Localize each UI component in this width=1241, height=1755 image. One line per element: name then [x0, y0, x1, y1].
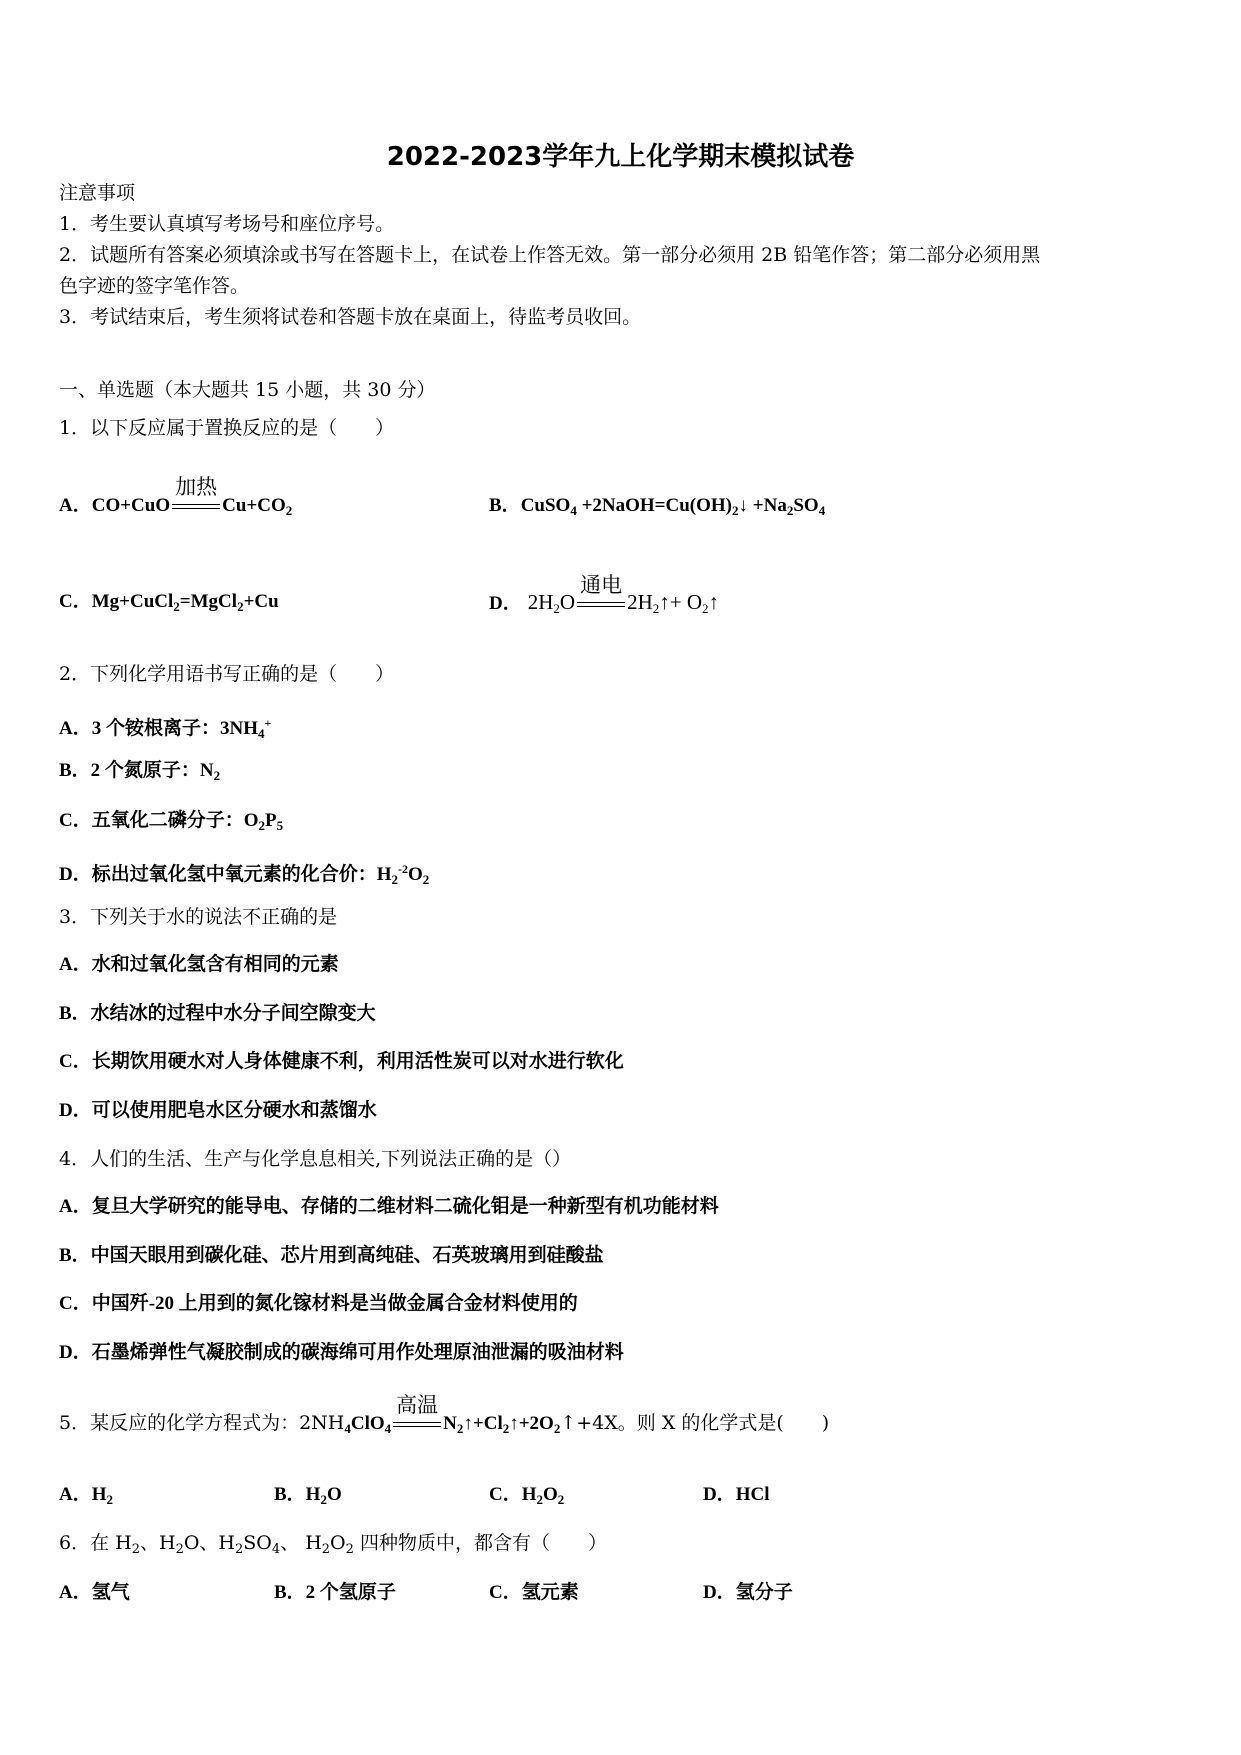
- page-title: 2022-2023学年九上化学期末模拟试卷: [386, 142, 855, 172]
- q1-option-c: C．Mg+CuCl$_2$=MgCl$_2$+Cu: [59, 591, 279, 614]
- q6-option-d: D．氢分子: [703, 1582, 793, 1603]
- q4-option-b: B．中国天眼用到碳化硅、芯片用到高纯硅、石英玻璃用到硅酸盐: [59, 1245, 604, 1266]
- reaction-condition: 高温: [391, 1416, 443, 1442]
- q4-option-c: C．中国歼-20 上用到的氮化镓材料是当做金属合金材料使用的: [59, 1293, 578, 1314]
- section-heading: 一、单选题（本大题共 15 小题，共 30 分）: [59, 379, 436, 401]
- q2-option-b: B．2 个氮原子：$N_2$: [59, 760, 221, 783]
- q3-option-a: A．水和过氧化氢含有相同的元素: [59, 954, 339, 975]
- q5-option-b: B．$H_2O$: [274, 1484, 342, 1507]
- notice-item-1: 1．考生要认真填写考场号和座位序号。: [59, 213, 395, 235]
- q4-option-d: D．石墨烯弹性气凝胶制成的碳海绵可用作处理原油泄漏的吸油材料: [59, 1342, 624, 1363]
- q2-option-c: C．五氧化二磷分子：$O_2P_5$: [59, 810, 284, 833]
- reaction-condition: 加热: [170, 498, 222, 524]
- q6-option-a: A．氢气: [59, 1582, 130, 1603]
- q3-option-b: B．水结冰的过程中水分子间空隙变大: [59, 1003, 376, 1024]
- notice-item-2: 2．试题所有答案必须填涂或书写在答题卡上，在试卷上作答无效。第一部分必须用 2B 铅笔作答；第二部分必须用黑: [59, 244, 1041, 266]
- q5-option-a: A．$H_2$: [59, 1484, 114, 1507]
- q6-option-c: C．氢元素: [489, 1582, 579, 1603]
- q6-option-b: B．2 个氢原子: [274, 1582, 396, 1603]
- question-1-stem: 1．以下反应属于置换反应的是（ ）: [59, 417, 395, 439]
- notice-item-3: 3．考试结束后，考生须将试卷和答题卡放在桌面上，待监考员收回。: [59, 306, 642, 328]
- notice-heading: 注意事项: [59, 182, 136, 204]
- q1-option-d: D． $2H_2O$ 通电 $2H_2↑+$ $O_2↑$: [489, 589, 719, 622]
- reaction-condition: 通电: [575, 596, 627, 622]
- question-5-stem: 5．某反应的化学方程式为：$2NH_4ClO_4$ 高温 $N_2↑+Cl_2↑+2O_2↑+4X$。则 X 的化学式是( ): [59, 1410, 829, 1442]
- question-4-stem: 4．人们的生活、生产与化学息息相关,下列说法正确的是（）: [59, 1148, 572, 1170]
- q5-option-c: C．$H_2O_2$: [489, 1484, 565, 1507]
- q1-option-b: B．CuSO$_4$ $+2NaOH=Cu(OH)_2↓ +Na_2SO_4$: [489, 495, 826, 518]
- q5-option-d: D．HCl: [703, 1484, 770, 1505]
- question-6-stem: 6．在 $H_2$、$H_2O$、$H_2SO_4$、 $H_2O_2$ 四种物质中，都含有（ ）: [59, 1532, 607, 1557]
- question-3-stem: 3．下列关于水的说法不正确的是: [59, 906, 338, 928]
- q2-option-a: A．3 个铵根离子：$3NH_4^+$: [59, 716, 272, 741]
- notice-item-2-cont: 色字迹的签字笔作答。: [59, 275, 250, 297]
- q4-option-a: A．复旦大学研究的能导电、存储的二维材料二硫化钼是一种新型有机功能材料: [59, 1196, 719, 1217]
- q3-option-c: C．长期饮用硬水对人身体健康不利，利用活性炭可以对水进行软化: [59, 1051, 624, 1072]
- q2-option-d: D．标出过氧化氢中氧元素的化合价：$H_2^{-2}O_2$: [59, 862, 430, 887]
- question-2-stem: 2．下列化学用语书写正确的是（ ）: [59, 663, 395, 685]
- q1-option-a: A．CO+CuO 加热 $Cu+CO_2$: [59, 493, 292, 524]
- q3-option-d: D．可以使用肥皂水区分硬水和蒸馏水: [59, 1100, 377, 1121]
